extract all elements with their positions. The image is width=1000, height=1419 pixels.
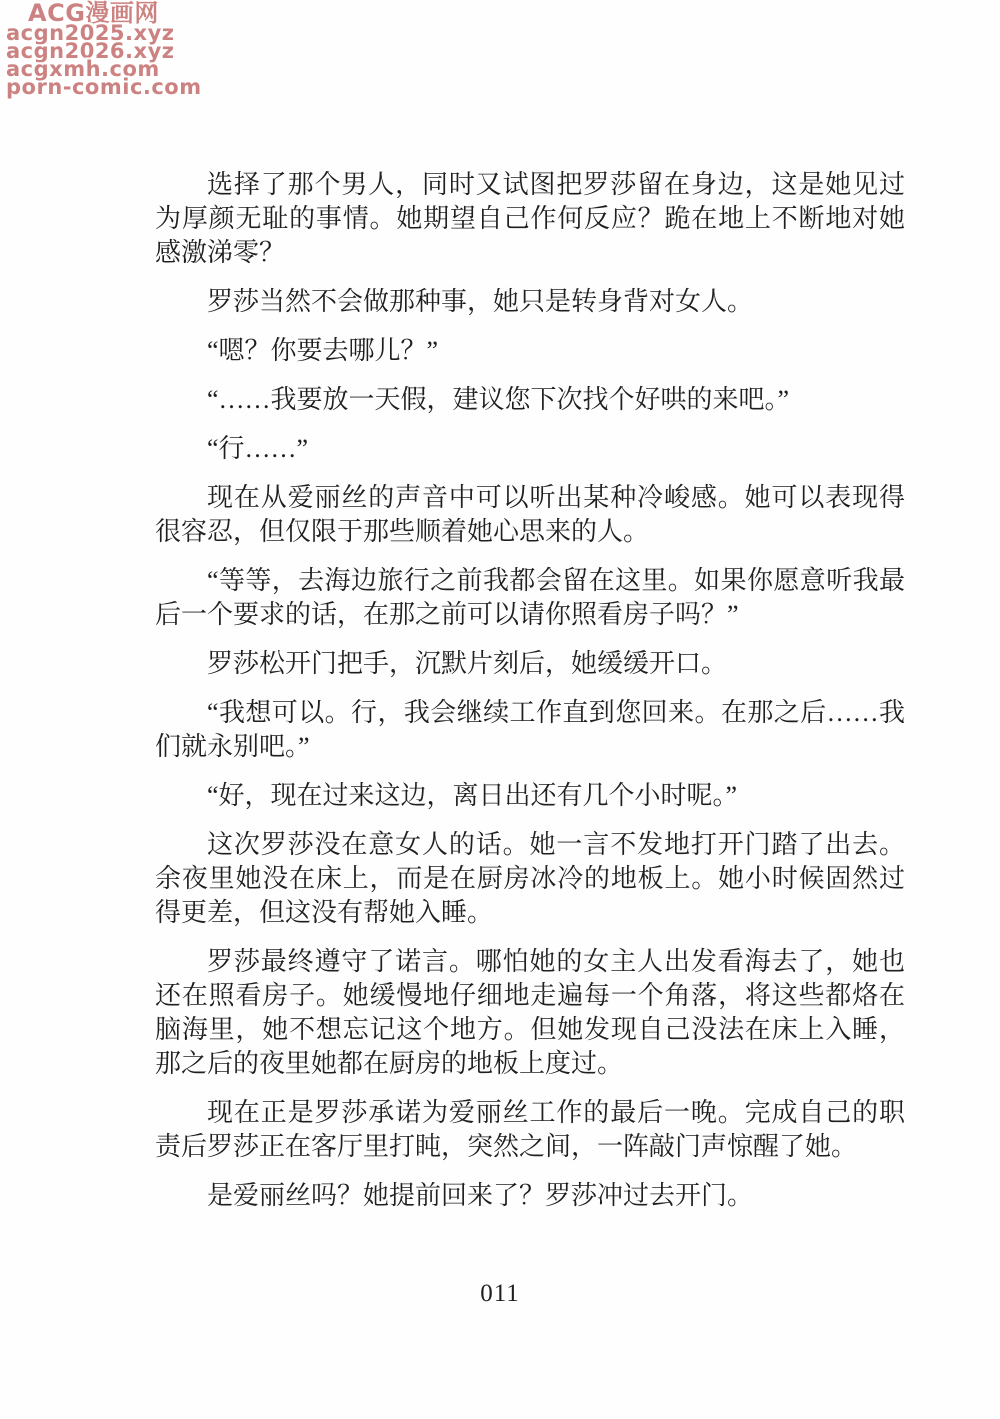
dialogue-paragraph: “行……” [207,434,309,463]
paragraph: 是爱丽丝吗？她提前回来了？罗莎冲过去开门。 [207,1181,754,1210]
watermark-url: porn-comic.com [6,75,202,99]
dialogue-paragraph: “等等，去海边旅行之前我都会留在这里。如果你愿意听我最后一个要求的话，在那之前可以请你照看房子吗？” [155,566,905,629]
paragraph: 罗莎最终遵守了诺言。哪怕她的女主人出发看海去了，她也还在照看房子。她缓慢地仔细地走遍每一个角落，将这些都烙在脑海里，她不想忘记这个地方。但她发现自己没法在床上入睡，那之后的夜里她都在厨房的地板上度过。 [155,947,905,1078]
site-watermark [6,0,202,99]
paragraph: 选择了那个男人，同时又试图把罗莎留在身边，这是她见过为厚颜无耻的事情。她期望自己作何反应？跪在地上不断地对她感激涕零？ [155,170,905,267]
watermark-url: acgn2025.xyz [6,21,175,45]
watermark-url: acgxmh.com [6,57,160,81]
paragraph: 罗莎当然不会做那种事，她只是转身背对女人。 [207,287,754,316]
dialogue-paragraph: “好，现在过来这边，离日出还有几个小时呢。” [207,781,738,810]
text-content [155,168,905,1228]
dialogue-paragraph: “……我要放一天假，建议您下次找个好哄的来吧。” [207,385,790,414]
paragraph: 现在从爱丽丝的声音中可以听出某种冷峻感。她可以表现得很容忍，但仅限于那些顺着她心思来的人。 [155,483,905,546]
paragraph: 现在正是罗莎承诺为爱丽丝工作的最后一晚。完成自己的职责后罗莎正在客厅里打盹，突然之间，一阵敲门声惊醒了她。 [155,1098,905,1161]
dialogue-paragraph: “嗯？你要去哪儿？” [207,336,439,365]
watermark-site-name: ACG漫画网 [28,0,159,27]
paragraph: 罗莎松开门把手，沉默片刻后，她缓缓开口。 [207,649,728,678]
paragraph: 这次罗莎没在意女人的话。她一言不发地打开门踏了出去。余夜里她没在床上，而是在厨房冰冷的地板上。她小时候固然过得更差，但这没有帮她入睡。 [155,830,905,927]
dialogue-paragraph: “我想可以。行，我会继续工作直到您回来。在那之后……我们就永别吧。” [155,698,905,761]
watermark-url: acgn2026.xyz [6,39,175,63]
page-number: 011 [480,1280,520,1307]
